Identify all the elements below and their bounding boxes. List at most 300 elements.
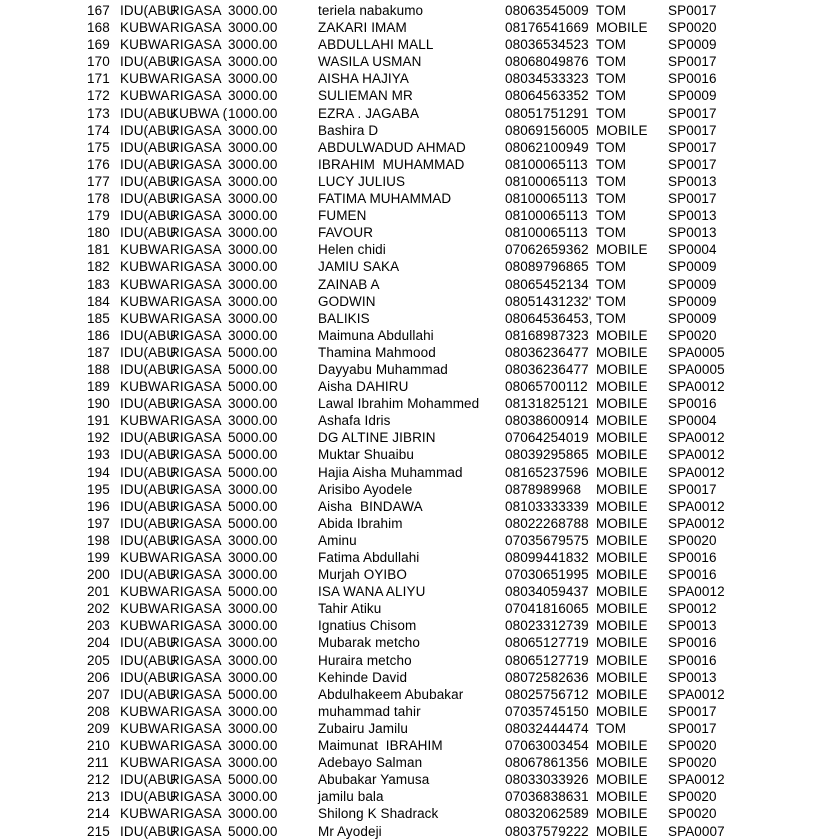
cell-line_type: TOM [596, 173, 627, 189]
cell-phone: 08100065113 [505, 191, 588, 207]
cell-sn: 186 [87, 327, 110, 343]
cell-sn: 184 [87, 293, 110, 309]
cell-area: RIGASA [170, 139, 222, 155]
cell-amount: 1000.00 [228, 105, 278, 121]
cell-area: RIGASA [170, 413, 222, 429]
cell-name: Abdulhakeem Abubakar [318, 686, 464, 702]
cell-name: FATIMA MUHAMMAD [318, 191, 452, 207]
cell-amount: 3000.00 [228, 755, 278, 771]
cell-area: RIGASA [170, 37, 222, 53]
cell-area: RIGASA [170, 71, 222, 87]
cell-code: SP0016 [668, 635, 717, 651]
cell-area: RIGASA [170, 361, 222, 377]
cell-phone: 08064563352 [505, 88, 589, 104]
cell-name: muhammad tahir [318, 703, 421, 719]
cell-branch: IDU(ABU [120, 327, 177, 343]
cell-line_type: TOM [596, 208, 627, 224]
cell-code: SPA0012 [668, 584, 725, 600]
cell-phone: 08065127719 [505, 652, 589, 668]
cell-line_type: MOBILE [596, 242, 648, 258]
cell-code: SP0016 [668, 567, 717, 583]
cell-line_type: TOM [596, 225, 627, 241]
cell-name: Thamina Mahmood [318, 344, 436, 360]
table-row [0, 258, 840, 275]
cell-code: SP0009 [668, 310, 717, 326]
cell-line_type: MOBILE [596, 532, 648, 548]
table-row [0, 412, 840, 429]
cell-area: RIGASA [170, 430, 222, 446]
cell-branch: IDU(ABU [120, 3, 177, 18]
cell-phone: 08100065113 [505, 156, 588, 172]
cell-code: SP0020 [668, 532, 717, 548]
cell-line_type: TOM [596, 54, 627, 70]
cell-line_type: MOBILE [596, 361, 648, 377]
cell-phone: 08036236477 [505, 361, 589, 377]
cell-line_type: MOBILE [596, 618, 648, 634]
cell-area: RIGASA [170, 515, 222, 531]
cell-amount: 3000.00 [228, 208, 278, 224]
cell-phone: 08032444474 [505, 720, 589, 736]
cell-line_type: MOBILE [596, 122, 648, 138]
cell-phone: 08168987323 [505, 327, 589, 343]
cell-sn: 169 [87, 37, 110, 53]
cell-line_type: TOM [596, 720, 627, 736]
cell-sn: 198 [87, 532, 110, 548]
cell-amount: 3000.00 [228, 789, 278, 805]
cell-area: RIGASA [170, 191, 222, 207]
cell-sn: 206 [87, 669, 110, 685]
cell-name: BALIKIS [318, 310, 370, 326]
cell-name: LUCY JULIUS [318, 173, 406, 189]
cell-branch: IDU(ABU [120, 156, 177, 172]
cell-phone: 08065452134 [505, 276, 589, 292]
cell-code: SP0020 [668, 789, 717, 805]
cell-code: SP0013 [668, 208, 717, 224]
cell-name: Bashira D [318, 122, 379, 138]
cell-sn: 208 [87, 703, 110, 719]
cell-area: RIGASA [170, 635, 222, 651]
cell-branch: IDU(ABU [120, 139, 177, 155]
cell-line_type: MOBILE [596, 601, 648, 617]
cell-name: jamilu bala [318, 789, 384, 805]
cell-name: IBRAHIM MUHAMMAD [318, 156, 465, 172]
cell-area: RIGASA [170, 225, 222, 241]
cell-line_type: MOBILE [596, 738, 648, 754]
cell-phone: 08062100949 [505, 139, 589, 155]
cell-amount: 3000.00 [228, 3, 278, 18]
cell-area: RIGASA [170, 54, 222, 70]
cell-name: Maimuna Abdullahi [318, 327, 434, 343]
cell-phone: 08038600914 [505, 413, 589, 429]
cell-amount: 3000.00 [228, 703, 278, 719]
cell-amount: 3000.00 [228, 156, 278, 172]
cell-line_type: MOBILE [596, 755, 648, 771]
cell-sn: 171 [87, 71, 110, 87]
table-row [0, 361, 840, 378]
cell-name: JAMIU SAKA [318, 259, 400, 275]
cell-area: RIGASA [170, 464, 222, 480]
table-row [0, 669, 840, 686]
cell-code: SPA0007 [668, 823, 725, 839]
cell-branch: KUBWA [120, 88, 170, 104]
cell-phone: 07063003454 [505, 738, 589, 754]
cell-area: RIGASA [170, 3, 222, 18]
cell-name: Huraira metcho [318, 652, 412, 668]
cell-sn: 194 [87, 464, 110, 480]
table-row [0, 190, 840, 207]
cell-branch: IDU(ABU [120, 652, 177, 668]
cell-branch: KUBWA [120, 379, 170, 395]
cell-line_type: MOBILE [596, 584, 648, 600]
cell-area: RIGASA [170, 498, 222, 514]
cell-sn: 182 [87, 259, 110, 275]
cell-amount: 3000.00 [228, 54, 278, 70]
cell-amount: 3000.00 [228, 327, 278, 343]
cell-branch: KUBWA [120, 584, 170, 600]
table-row [0, 737, 840, 754]
cell-line_type: MOBILE [596, 686, 648, 702]
cell-branch: IDU(ABU [120, 481, 177, 497]
cell-sn: 200 [87, 567, 110, 583]
cell-line_type: TOM [596, 37, 627, 53]
table-row [0, 139, 840, 156]
cell-code: SP0020 [668, 20, 717, 36]
cell-line_type: MOBILE [596, 396, 648, 412]
cell-code: SPA0012 [668, 498, 725, 514]
cell-branch: KUBWA [120, 242, 170, 258]
table-row [0, 788, 840, 805]
cell-area: RIGASA [170, 293, 222, 309]
cell-branch: KUBWA [120, 703, 170, 719]
cell-sn: 211 [87, 755, 109, 771]
cell-line_type: MOBILE [596, 806, 648, 822]
cell-name: Mr Ayodeji [318, 823, 382, 839]
cell-name: Aisha BINDAWA [318, 498, 423, 514]
cell-amount: 3000.00 [228, 139, 278, 155]
cell-line_type: TOM [596, 71, 627, 87]
cell-code: SP0017 [668, 54, 717, 70]
cell-line_type: MOBILE [596, 430, 648, 446]
cell-branch: KUBWA [120, 71, 170, 87]
cell-area: RIGASA [170, 122, 222, 138]
cell-code: SP0020 [668, 327, 717, 343]
cell-amount: 3000.00 [228, 550, 278, 565]
cell-amount: 5000.00 [228, 498, 278, 514]
cell-line_type: MOBILE [596, 703, 648, 719]
cell-branch: IDU(ABU [120, 396, 177, 412]
cell-amount: 3000.00 [228, 481, 278, 497]
cell-name: Tahir Atiku [318, 601, 382, 617]
cell-code: SPA0012 [668, 686, 725, 702]
cell-code: SP0016 [668, 652, 717, 668]
cell-branch: KUBWA [120, 20, 170, 36]
cell-code: SP0017 [668, 122, 717, 138]
cell-branch: IDU(ABU [120, 208, 177, 224]
cell-code: SPA0012 [668, 447, 725, 463]
cell-branch: IDU(ABU [120, 686, 177, 702]
cell-name: ABDULWADUD AHMAD [318, 139, 466, 155]
cell-sn: 180 [87, 225, 110, 241]
cell-amount: 5000.00 [228, 447, 278, 463]
cell-phone: 07062659362 [505, 242, 589, 258]
cell-phone: 08063545009 [505, 3, 589, 18]
table-row [0, 823, 840, 840]
cell-code: SPA0005 [668, 361, 725, 377]
cell-line_type: MOBILE [596, 379, 648, 395]
cell-sn: 214 [87, 806, 110, 822]
cell-sn: 202 [87, 601, 110, 617]
cell-code: SP0017 [668, 105, 717, 121]
table-row [0, 634, 840, 651]
cell-phone: 08099441832 [505, 550, 589, 565]
cell-code: SP0020 [668, 738, 717, 754]
cell-line_type: MOBILE [596, 515, 648, 531]
table-row [0, 464, 840, 481]
cell-sn: 213 [87, 789, 110, 805]
cell-sn: 210 [87, 738, 110, 754]
cell-amount: 5000.00 [228, 464, 278, 480]
cell-phone: 08131825121 [505, 396, 589, 412]
table-row [0, 53, 840, 70]
cell-branch: IDU(ABU [120, 191, 177, 207]
cell-sn: 168 [87, 20, 110, 36]
cell-branch: KUBWA [120, 293, 170, 309]
cell-sn: 183 [87, 276, 110, 292]
cell-phone: 08025756712 [505, 686, 589, 702]
cell-phone: 08023312739 [505, 618, 589, 634]
cell-amount: 5000.00 [228, 430, 278, 446]
cell-sn: 174 [87, 122, 110, 138]
cell-area: RIGASA [170, 396, 222, 412]
cell-name: ZAKARI IMAM [318, 20, 407, 36]
cell-name: GODWIN [318, 293, 376, 309]
cell-name: FAVOUR [318, 225, 374, 241]
cell-phone: 08065700112 [505, 379, 588, 395]
cell-amount: 3000.00 [228, 720, 278, 736]
cell-area: RIGASA [170, 652, 222, 668]
cell-amount: 3000.00 [228, 310, 278, 326]
table-row [0, 276, 840, 293]
table-row [0, 429, 840, 446]
cell-name: ABDULLAHI MALL [318, 37, 434, 53]
cell-line_type: MOBILE [596, 481, 648, 497]
cell-area: RIGASA [170, 755, 222, 771]
cell-sn: 192 [87, 430, 110, 446]
cell-area: RIGASA [170, 738, 222, 754]
cell-code: SP0017 [668, 156, 717, 172]
table-row [0, 617, 840, 634]
cell-name: DG ALTINE JIBRIN [318, 430, 436, 446]
cell-line_type: TOM [596, 310, 627, 326]
cell-amount: 3000.00 [228, 618, 278, 634]
cell-sn: 203 [87, 618, 110, 634]
cell-phone: 08069156005 [505, 122, 589, 138]
cell-amount: 3000.00 [228, 669, 278, 685]
cell-branch: IDU(ABU [120, 772, 177, 788]
cell-name: Shilong K Shadrack [318, 806, 439, 822]
cell-phone: 07064254019 [505, 430, 589, 446]
cell-code: SP0020 [668, 755, 717, 771]
table-row [0, 224, 840, 241]
cell-name: Adebayo Salman [318, 755, 423, 771]
cell-code: SP0017 [668, 191, 717, 207]
cell-name: Dayyabu Muhammad [318, 361, 448, 377]
cell-line_type: MOBILE [596, 327, 648, 343]
cell-branch: KUBWA [120, 618, 170, 634]
table-row [0, 173, 840, 190]
cell-name: Muktar Shuaibu [318, 447, 414, 463]
cell-sn: 212 [87, 772, 110, 788]
cell-sn: 178 [87, 191, 110, 207]
cell-code: SP0009 [668, 37, 717, 53]
cell-branch: IDU(ABU [120, 430, 177, 446]
cell-name: Murjah OYIBO [318, 567, 407, 583]
cell-amount: 3000.00 [228, 738, 278, 754]
cell-sn: 215 [87, 823, 110, 839]
cell-sn: 175 [87, 139, 110, 155]
cell-amount: 3000.00 [228, 396, 278, 412]
cell-code: SP0009 [668, 293, 717, 309]
cell-sn: 173 [87, 105, 110, 121]
cell-amount: 3000.00 [228, 191, 278, 207]
table-row [0, 378, 840, 395]
cell-code: SP0004 [668, 413, 717, 429]
cell-phone: 08176541669 [505, 20, 589, 36]
cell-area: RIGASA [170, 173, 222, 189]
table-row [0, 583, 840, 600]
cell-phone: 08051751291 [505, 105, 589, 121]
cell-line_type: MOBILE [596, 652, 648, 668]
cell-code: SPA0012 [668, 379, 725, 395]
cell-branch: KUBWA [120, 310, 170, 326]
cell-code: SP0009 [668, 276, 717, 292]
cell-amount: 3000.00 [228, 567, 278, 583]
table-row [0, 549, 840, 566]
cell-branch: KUBWA [120, 738, 170, 754]
cell-area: RIGASA [170, 242, 222, 258]
table-row [0, 2, 840, 19]
cell-area: RIGASA [170, 208, 222, 224]
cell-amount: 5000.00 [228, 344, 278, 360]
cell-amount: 5000.00 [228, 379, 278, 395]
cell-phone: 08072582636 [505, 669, 589, 685]
cell-area: RIGASA [170, 344, 222, 360]
cell-phone: 08033033926 [505, 772, 589, 788]
cell-amount: 3000.00 [228, 88, 278, 104]
cell-name: ISA WANA ALIYU [318, 584, 426, 600]
cell-line_type: MOBILE [596, 550, 648, 565]
cell-area: RIGASA [170, 532, 222, 548]
cell-name: Fatima Abdullahi [318, 550, 420, 565]
cell-branch: IDU(ABU [120, 361, 177, 377]
cell-line_type: MOBILE [596, 567, 648, 583]
table-row [0, 122, 840, 139]
table-row [0, 156, 840, 173]
cell-area: RIGASA [170, 772, 222, 788]
cell-phone: 08039295865 [505, 447, 589, 463]
cell-name: Zubairu Jamilu [318, 720, 408, 736]
cell-name: EZRA . JAGABA [318, 105, 420, 121]
cell-phone: 07035679575 [505, 532, 589, 548]
cell-branch: KUBWA [120, 413, 170, 429]
cell-phone: 08100065113 [505, 208, 588, 224]
cell-phone: 07035745150 [505, 703, 589, 719]
cell-amount: 3000.00 [228, 601, 278, 617]
cell-code: SP0012 [668, 601, 717, 617]
cell-branch: IDU(ABU [120, 823, 177, 839]
cell-sn: 205 [87, 652, 110, 668]
cell-phone: 08089796865 [505, 259, 589, 275]
cell-area: RIGASA [170, 310, 222, 326]
cell-sn: 176 [87, 156, 110, 172]
cell-area: RIGASA [170, 618, 222, 634]
cell-name: Aisha DAHIRU [318, 379, 409, 395]
table-row [0, 344, 840, 361]
cell-code: SP0016 [668, 71, 717, 87]
cell-name: Mubarak metcho [318, 635, 420, 651]
cell-line_type: TOM [596, 191, 627, 207]
cell-area: RIGASA [170, 720, 222, 736]
cell-amount: 5000.00 [228, 515, 278, 531]
cell-branch: IDU(ABU [120, 669, 177, 685]
cell-area: RIGASA [170, 276, 222, 292]
cell-code: SPA0012 [668, 515, 725, 531]
cell-branch: IDU(ABU [120, 225, 177, 241]
cell-branch: IDU(ABU [120, 635, 177, 651]
table-row [0, 498, 840, 515]
table-row [0, 395, 840, 412]
cell-sn: 177 [87, 173, 110, 189]
table-row [0, 720, 840, 737]
cell-phone: 08022268788 [505, 515, 589, 531]
cell-branch: KUBWA [120, 720, 170, 736]
table-row [0, 515, 840, 532]
cell-sn: 199 [87, 550, 110, 565]
cell-name: Abida Ibrahim [318, 515, 403, 531]
table-row [0, 327, 840, 344]
cell-line_type: TOM [596, 293, 627, 309]
cell-phone: 08068049876 [505, 54, 589, 70]
cell-phone: 08064536453, [505, 310, 593, 326]
cell-branch: IDU(ABU [120, 447, 177, 463]
table-row [0, 600, 840, 617]
cell-name: teriela nabakumo [318, 3, 424, 18]
cell-branch: IDU(ABU [120, 498, 177, 514]
table-row [0, 481, 840, 498]
cell-line_type: MOBILE [596, 635, 648, 651]
cell-branch: IDU(ABU [120, 54, 177, 70]
cell-area: RIGASA [170, 259, 222, 275]
cell-sn: 172 [87, 88, 110, 104]
cell-branch: KUBWA [120, 276, 170, 292]
cell-line_type: MOBILE [596, 464, 648, 480]
cell-area: RIGASA [170, 686, 222, 702]
cell-amount: 3000.00 [228, 413, 278, 429]
cell-area: RIGASA [170, 379, 222, 395]
cell-phone: 08034059437 [505, 584, 589, 600]
table-row [0, 36, 840, 53]
cell-branch: KUBWA [120, 806, 170, 822]
cell-amount: 3000.00 [228, 173, 278, 189]
cell-phone: 08034533323 [505, 71, 589, 87]
cell-amount: 3000.00 [228, 532, 278, 548]
cell-name: Helen chidi [318, 242, 386, 258]
cell-phone: 07030651995 [505, 567, 589, 583]
cell-sn: 185 [87, 310, 110, 326]
cell-phone: 08065127719 [505, 635, 589, 651]
cell-code: SP0009 [668, 88, 717, 104]
cell-branch: IDU(ABU [120, 173, 177, 189]
